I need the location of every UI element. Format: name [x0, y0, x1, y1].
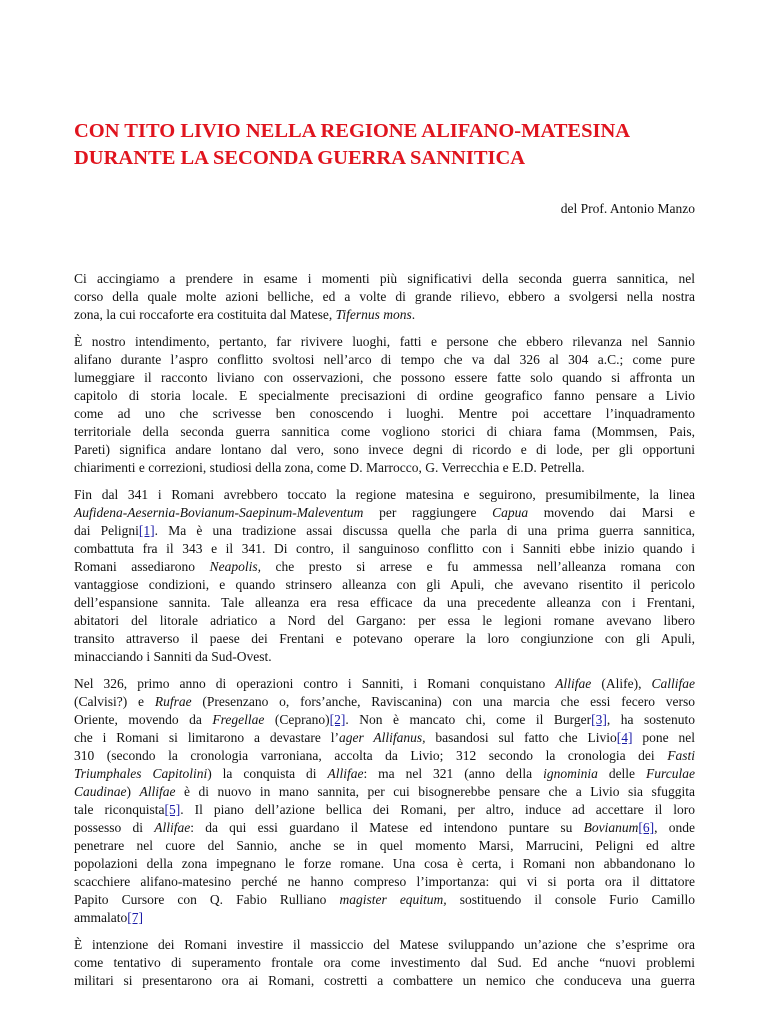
text-line: zona, la cui roccaforte era costituita dal Matese, Tifernus mons. — [74, 307, 416, 322]
text-line: Nel 326, primo anno di operazioni contro i Sanniti, i Romani conquistano Allifae (Alife), Callifae — [74, 676, 696, 691]
footnote-link-1[interactable]: [1] — [138, 523, 155, 538]
text-line: Papito Cursore con Q. Fabio Rulliano magister equitum, sostituendo il console Furio Camillo — [74, 892, 696, 907]
text-line: Oriente, movendo da Fregellae (Ceprano)[2]. Non è mancato chi, come il Burger[3], ha sostenuto — [74, 712, 695, 727]
text-line: dai Peligni[1]. Ma è una tradizione assai discussa quella che parla di una prima guerra sannitica, — [74, 523, 695, 538]
text-line: chiarimenti e correzioni, studiosi della zona, come D. Marrocco, G. Verrecchia e E.D. Petrella. — [74, 460, 585, 475]
text-line: minacciando i Sanniti da Sud-Ovest. — [74, 649, 272, 664]
text-line: È intenzione dei Romani investire il massiccio del Matese sviluppando un’azione che s’esprime ora — [74, 937, 695, 952]
text-line: corso della quale molte azioni belliche, ed a volte di grande rilievo, ebbero a svolgersi nella nostra — [74, 289, 695, 304]
footnote-link-7[interactable]: [7] — [127, 910, 143, 925]
text-line: Aufidena-Aesernia-Bovianum-Saepinum-Maleventum per raggiungere Capua movendo dai Marsi e — [74, 505, 695, 520]
text-line: Romani assediarono Neapolis, che presto si arrese e fu ammessa nell’alleanza romana con — [74, 559, 695, 574]
text-line: penetrare nel cuore del Sannio, anche se in quel momento Marsi, Marrucini, Peligni ed altre — [74, 838, 695, 853]
footnote-link-3[interactable]: [3] — [591, 712, 607, 727]
text-line: come tentativo di superamento frontale ora come investimento dal Sud. Ed anche “nuovi problemi — [74, 955, 695, 970]
footnote-link-4[interactable]: [4] — [616, 730, 633, 745]
title-line-1: CON TITO LIVIO NELLA REGIONE ALIFANO-MATESINA — [74, 120, 631, 142]
text-line: Fin dal 341 i Romani avrebbero toccato la regione matesina e seguirono, presumibilmente, la linea — [74, 487, 695, 502]
text-line: alifano durante l’aspro conflitto svoltosi nell’arco di tempo che va dal 326 al 304 a.C.; come pure — [74, 352, 695, 367]
paragraph-4 — [74, 675, 695, 927]
text-line: Caudinae) Allifae è di nuovo in mano sannita, per cui bisognerebbe pensare che a Livio sia sfuggita — [74, 784, 695, 799]
paragraph-3 — [74, 486, 695, 666]
text-line: Ci accingiamo a prendere in esame i momenti più significativi della seconda guerra sannitica, nel — [74, 271, 695, 286]
author-byline: del Prof. Antonio Manzo — [560, 201, 695, 216]
text-line: possesso di Allifae: da qui essi guardano il Matese ed intendono puntare su Bovianum[6], onde — [74, 820, 695, 835]
paragraph-5 — [74, 936, 695, 990]
title-line-2: DURANTE LA SECONDA GUERRA SANNITICA — [74, 147, 526, 169]
text-line: capitolo di storia locale. E specialmente precisazioni di ordine geografico fanno pensare a Livio — [74, 388, 695, 403]
text-line: Pareti) significa andare lontano dal vero, sono invece degni di ricordo e di lode, per gli opportuni — [74, 442, 695, 457]
text-line: dell’espansione sannita. Tale alleanza era resa efficace da una precedente alleanza con i Frentani, — [74, 595, 695, 610]
footnote-link-2[interactable]: [2] — [329, 712, 346, 727]
text-line: Triumphales Capitolini) la conquista di Allifae: ma nel 321 (anno della ignominia delle Furculae — [74, 766, 695, 781]
paragraph-1 — [74, 270, 695, 324]
text-line: (Calvisi?) e Rufrae (Presenzano o, fors’anche, Raviscanina) con una marcia che essi fecero verso — [74, 694, 695, 709]
document-title — [74, 118, 695, 172]
footnote-link-6[interactable]: [6] — [638, 820, 655, 835]
text-line: come ad uno che scrivesse ben conoscendo i luoghi. Mentre poi accettare l’inquadramento — [74, 406, 695, 421]
text-line: abitatori del litorale adriatico a Nord del Gargano: per essa le legioni romane avevano libero — [74, 613, 695, 628]
text-line: combattuta fra il 343 e il 341. Di contro, il sanguinoso conflitto con i Sanniti ebbe inizio quando i — [74, 541, 695, 556]
text-line: popolazioni della zona impegnano le forze romane. Una cosa è certa, i Romani non abbandonano lo — [74, 856, 695, 871]
text-line: territoriale della seconda guerra sannitica come vogliono storici di chiara fama (Mommsen, Pais, — [74, 424, 695, 439]
text-line: ammalato[7] — [74, 910, 143, 925]
text-line: transito attraverso il paese dei Frentani e potevano operare la loro congiunzione con gli Apuli, — [74, 631, 695, 646]
text-line: lumeggiare il racconto liviano con osservazioni, che possono essere fatte solo quando si affronta un — [74, 370, 695, 385]
text-line: tale riconquista[5]. Il piano dell’azione bellica dei Romani, per altro, induce ad accettare il loro — [74, 802, 695, 817]
document-body — [74, 270, 695, 999]
paragraph-2 — [74, 333, 695, 477]
text-line: scacchiere alifano-matesino perché ne hanno compreso l’importanza: qui vi si porta ora il dittatore — [74, 874, 695, 889]
text-line: 310 (secondo la cronologia varroniana, accolta da Livio; 312 secondo la cronologia dei Fasti — [74, 748, 695, 763]
text-line: militari si presentarono ora ai Romani, costretti a combattere un nemico che conduceva una guerra — [74, 973, 695, 988]
text-line: vantaggiose condizioni, e quando strinsero alleanza con gli Apuli, che avevano risentito il pericolo — [74, 577, 695, 592]
footnote-link-5[interactable]: [5] — [164, 802, 181, 817]
text-line: È nostro intendimento, pertanto, far rivivere luoghi, fatti e persone che ebbero rilevanza nel Sannio — [74, 334, 695, 349]
text-line: che i Romani si limitarono a devastare l’ager Allifanus, basandosi sul fatto che Livio[4] pone nel — [74, 730, 695, 745]
italic-term: Tifernus mons — [335, 307, 412, 322]
